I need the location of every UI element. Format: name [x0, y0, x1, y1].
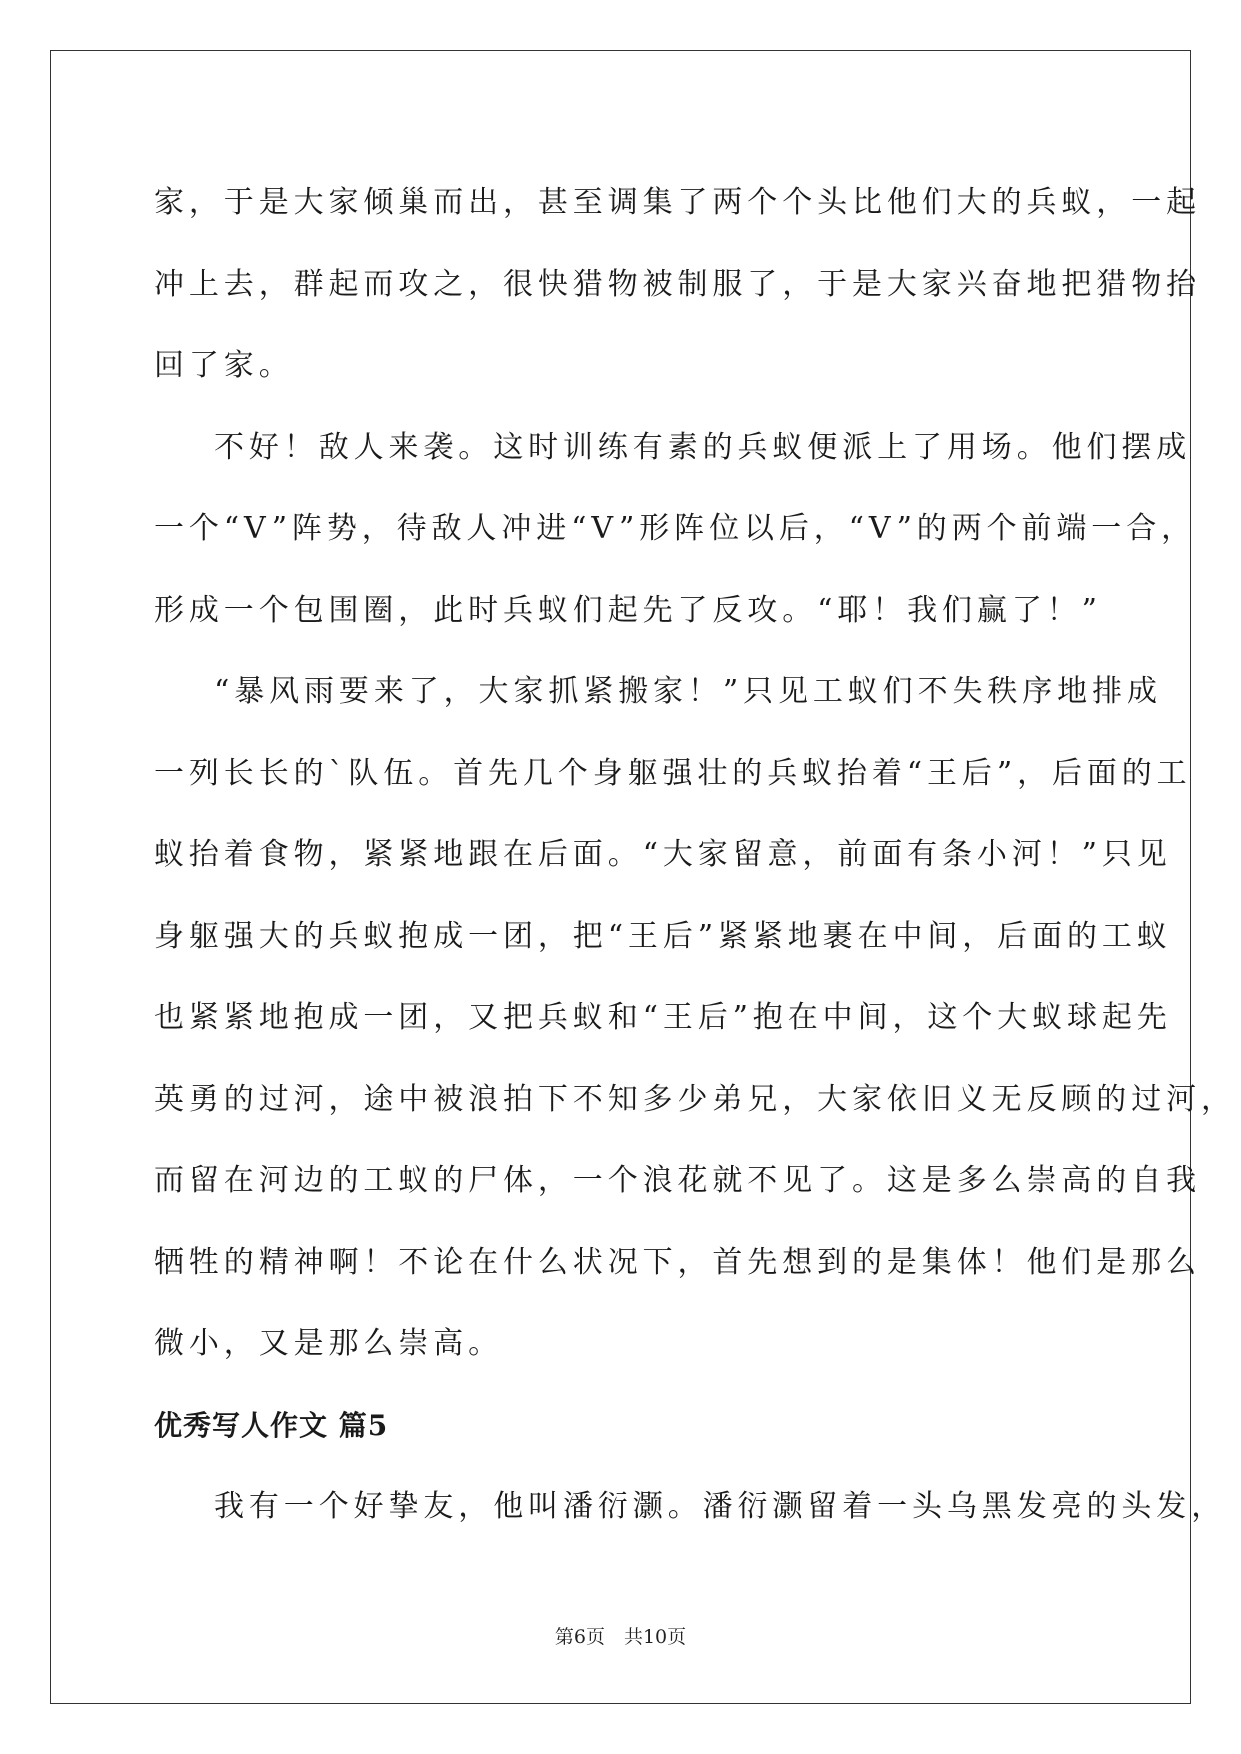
- text-line: 蚁抬着食物，紧紧地跟在后面。“大家留意，前面有条小河！”只见: [154, 837, 1172, 872]
- text-line: 冲上去，群起而攻之，很快猎物被制服了，于是大家兴奋地把猎物抬: [154, 266, 1201, 302]
- text-line: 也紧紧地抱成一团，又把兵蚁和“王后”抱在中间，这个大蚁球起先: [154, 1000, 1172, 1035]
- text-line: 微小，又是那么崇高。: [154, 1326, 503, 1361]
- text-line: 一列长长的`队伍。首先几个身躯强壮的兵蚁抬着“王后”，后面的工: [154, 755, 1192, 791]
- text-line: 不好！敌人来袭。这时训练有素的兵蚁便派上了用场。他们摆成: [214, 429, 1192, 465]
- text-line: 身躯强大的兵蚁抱成一团，把“王后”紧紧地裹在中间，后面的工蚁: [154, 918, 1172, 954]
- text-line: 我有一个好挚友，他叫潘衍灏。潘衍灏留着一头乌黑发亮的头发，: [214, 1488, 1227, 1524]
- paragraph-1: [154, 162, 1201, 407]
- text-line: 家，于是大家倾巢而出，甚至调集了两个个头比他们大的兵蚁，一起: [154, 185, 1201, 220]
- text-line: 而留在河边的工蚁的尸体，一个浪花就不见了。这是多么崇高的自我: [154, 1163, 1201, 1198]
- page-number-footer: 第6页 共10页: [554, 1626, 687, 1648]
- text-line: 英勇的过河，途中被浪拍下不知多少弟兄，大家依旧义无反顾的过河，: [154, 1081, 1236, 1117]
- text-line: “暴风雨要来了，大家抓紧搬家！”只见工蚁们不失秩序地排成: [214, 674, 1162, 709]
- section-heading: 优秀写人作文 篇5: [154, 1408, 389, 1442]
- paragraph-4: [154, 1466, 1227, 1548]
- text-line: 牺牲的精神啊！不论在什么状况下，首先想到的是集体！他们是那么: [154, 1244, 1201, 1280]
- text-line: 形成一个包围圈，此时兵蚁们起先了反攻。“耶！我们赢了！”: [154, 592, 1102, 628]
- paragraph-3: [154, 651, 1236, 1385]
- text-line: 一个“V”阵势，待敌人冲进“V”形阵位以后，“V”的两个前端一合，: [154, 511, 1197, 546]
- text-line: 回了家。: [154, 348, 294, 383]
- document-body: [154, 162, 1236, 1547]
- paragraph-2: [154, 407, 1197, 652]
